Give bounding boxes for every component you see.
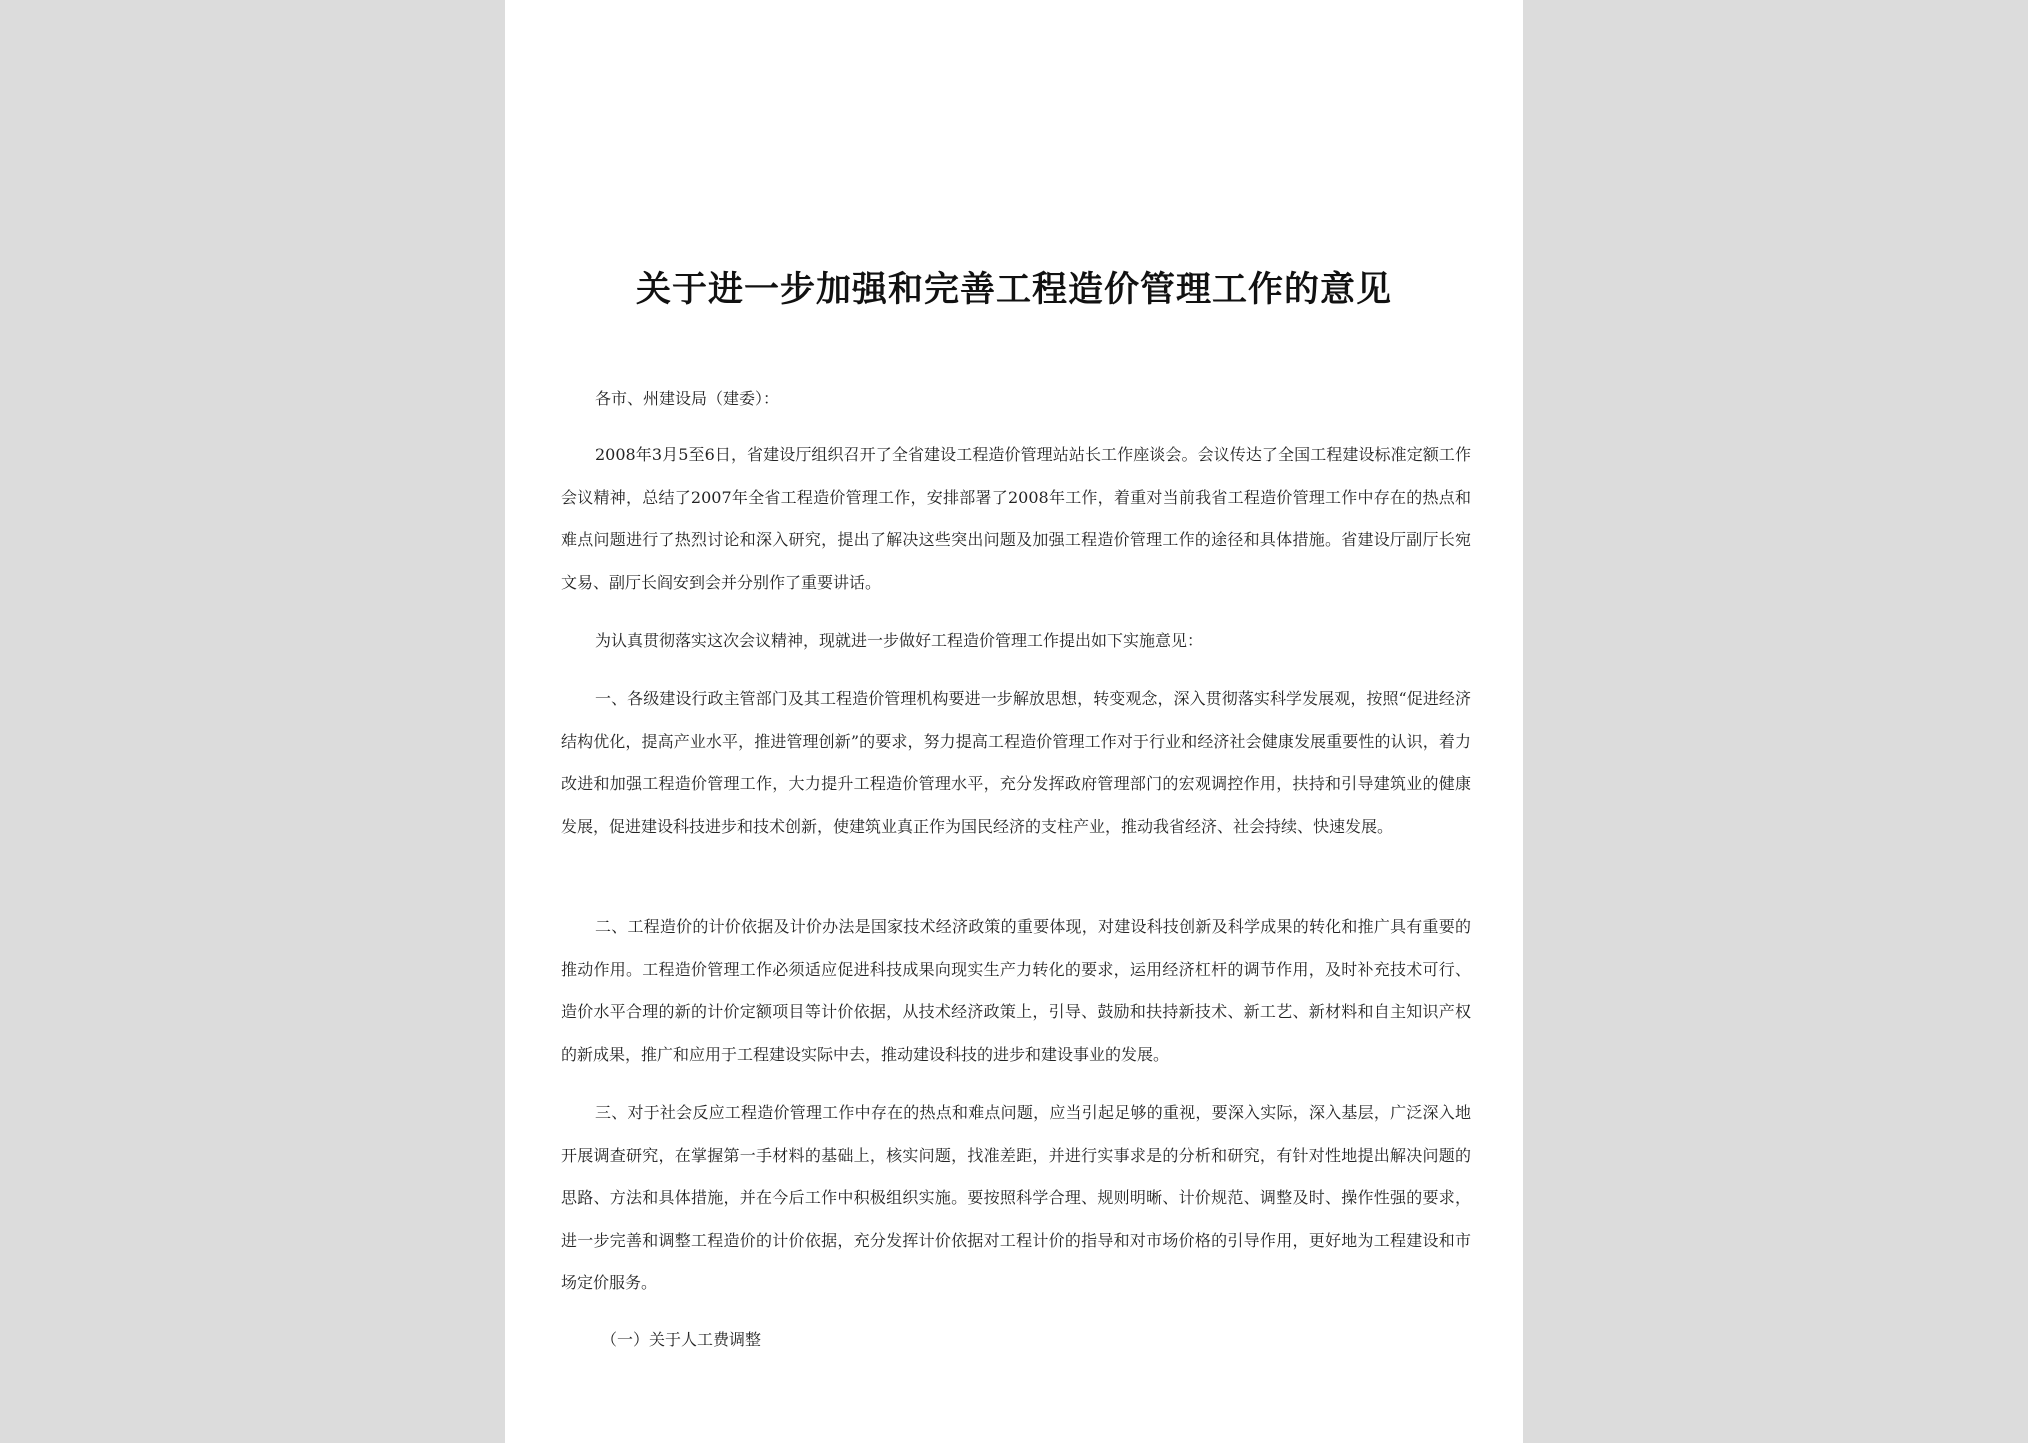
paragraph-1: 2008年3月5至6日，省建设厅组织召开了全省建设工程造价管理站站长工作座谈会。会议传达了全国工程建设标准定额工作会议精神，总结了2007年全省工程造价管理工作，安排部署了2008年工作，着重对当前我省工程造价管理工作中存在的热点和难点问题进行了热烈讨论和深入研究，提出了解决这些突出问题及加强工程造价管理工作的途径和具体措施。省建设厅副厅长宛文易、副厅长阎安到会并分别作了重要讲话。	[561, 445, 1471, 592]
document-title: 关于进一步加强和完善工程造价管理工作的意见	[635, 269, 1392, 310]
paragraph-5: 三、对于社会反应工程造价管理工作中存在的热点和难点问题，应当引起足够的重视，要深入实际，深入基层，广泛深入地开展调查研究，在掌握第一手材料的基础上，核实问题，找准差距，并进行实事求是的分析和研究，有针对性地提出解决问题的思路、方法和具体措施，并在今后工作中积极组织实施。要按照科学合理、规则明晰、计价规范、调整及时、操作性强的要求，进一步完善和调整工程造价的计价依据，充分发挥计价依据对工程计价的指导和对市场价格的引导作用，更好地为工程建设和市场定价服务。	[561, 1103, 1471, 1292]
paragraph-4: 二、工程造价的计价依据及计价办法是国家技术经济政策的重要体现，对建设科技创新及科学成果的转化和推广具有重要的推动作用。工程造价管理工作必须适应促进科技成果向现实生产力转化的要求，运用经济杠杆的调节作用，及时补充技术可行、造价水平合理的新的计价定额项目等计价依据，从技术经济政策上，引导、鼓励和扶持新技术、新工艺、新材料和自主知识产权的新成果，推广和应用于工程建设实际中去，推动建设科技的进步和建设事业的发展。	[561, 917, 1471, 1064]
subheading: （一）关于人工费调整	[601, 1330, 762, 1349]
document-page	[505, 0, 1523, 1443]
salutation: 各市、州建设局（建委）：	[595, 389, 780, 408]
paragraph-2: 为认真贯彻落实这次会议精神，现就进一步做好工程造价管理工作提出如下实施意见：	[595, 631, 1204, 650]
paragraph-3: 一、各级建设行政主管部门及其工程造价管理机构要进一步解放思想，转变观念，深入贯彻落实科学发展观，按照“促进经济结构优化，提高产业水平，推进管理创新”的要求，努力提高工程造价管理工作对于行业和经济社会健康发展重要性的认识，着力改进和加强工程造价管理工作，大力提升工程造价管理水平，充分发挥政府管理部门的宏观调控作用，扶持和引导建筑业的健康发展，促进建设科技进步和技术创新，使建筑业真正作为国民经济的支柱产业，推动我省经济、社会持续、快速发展。	[561, 689, 1471, 836]
